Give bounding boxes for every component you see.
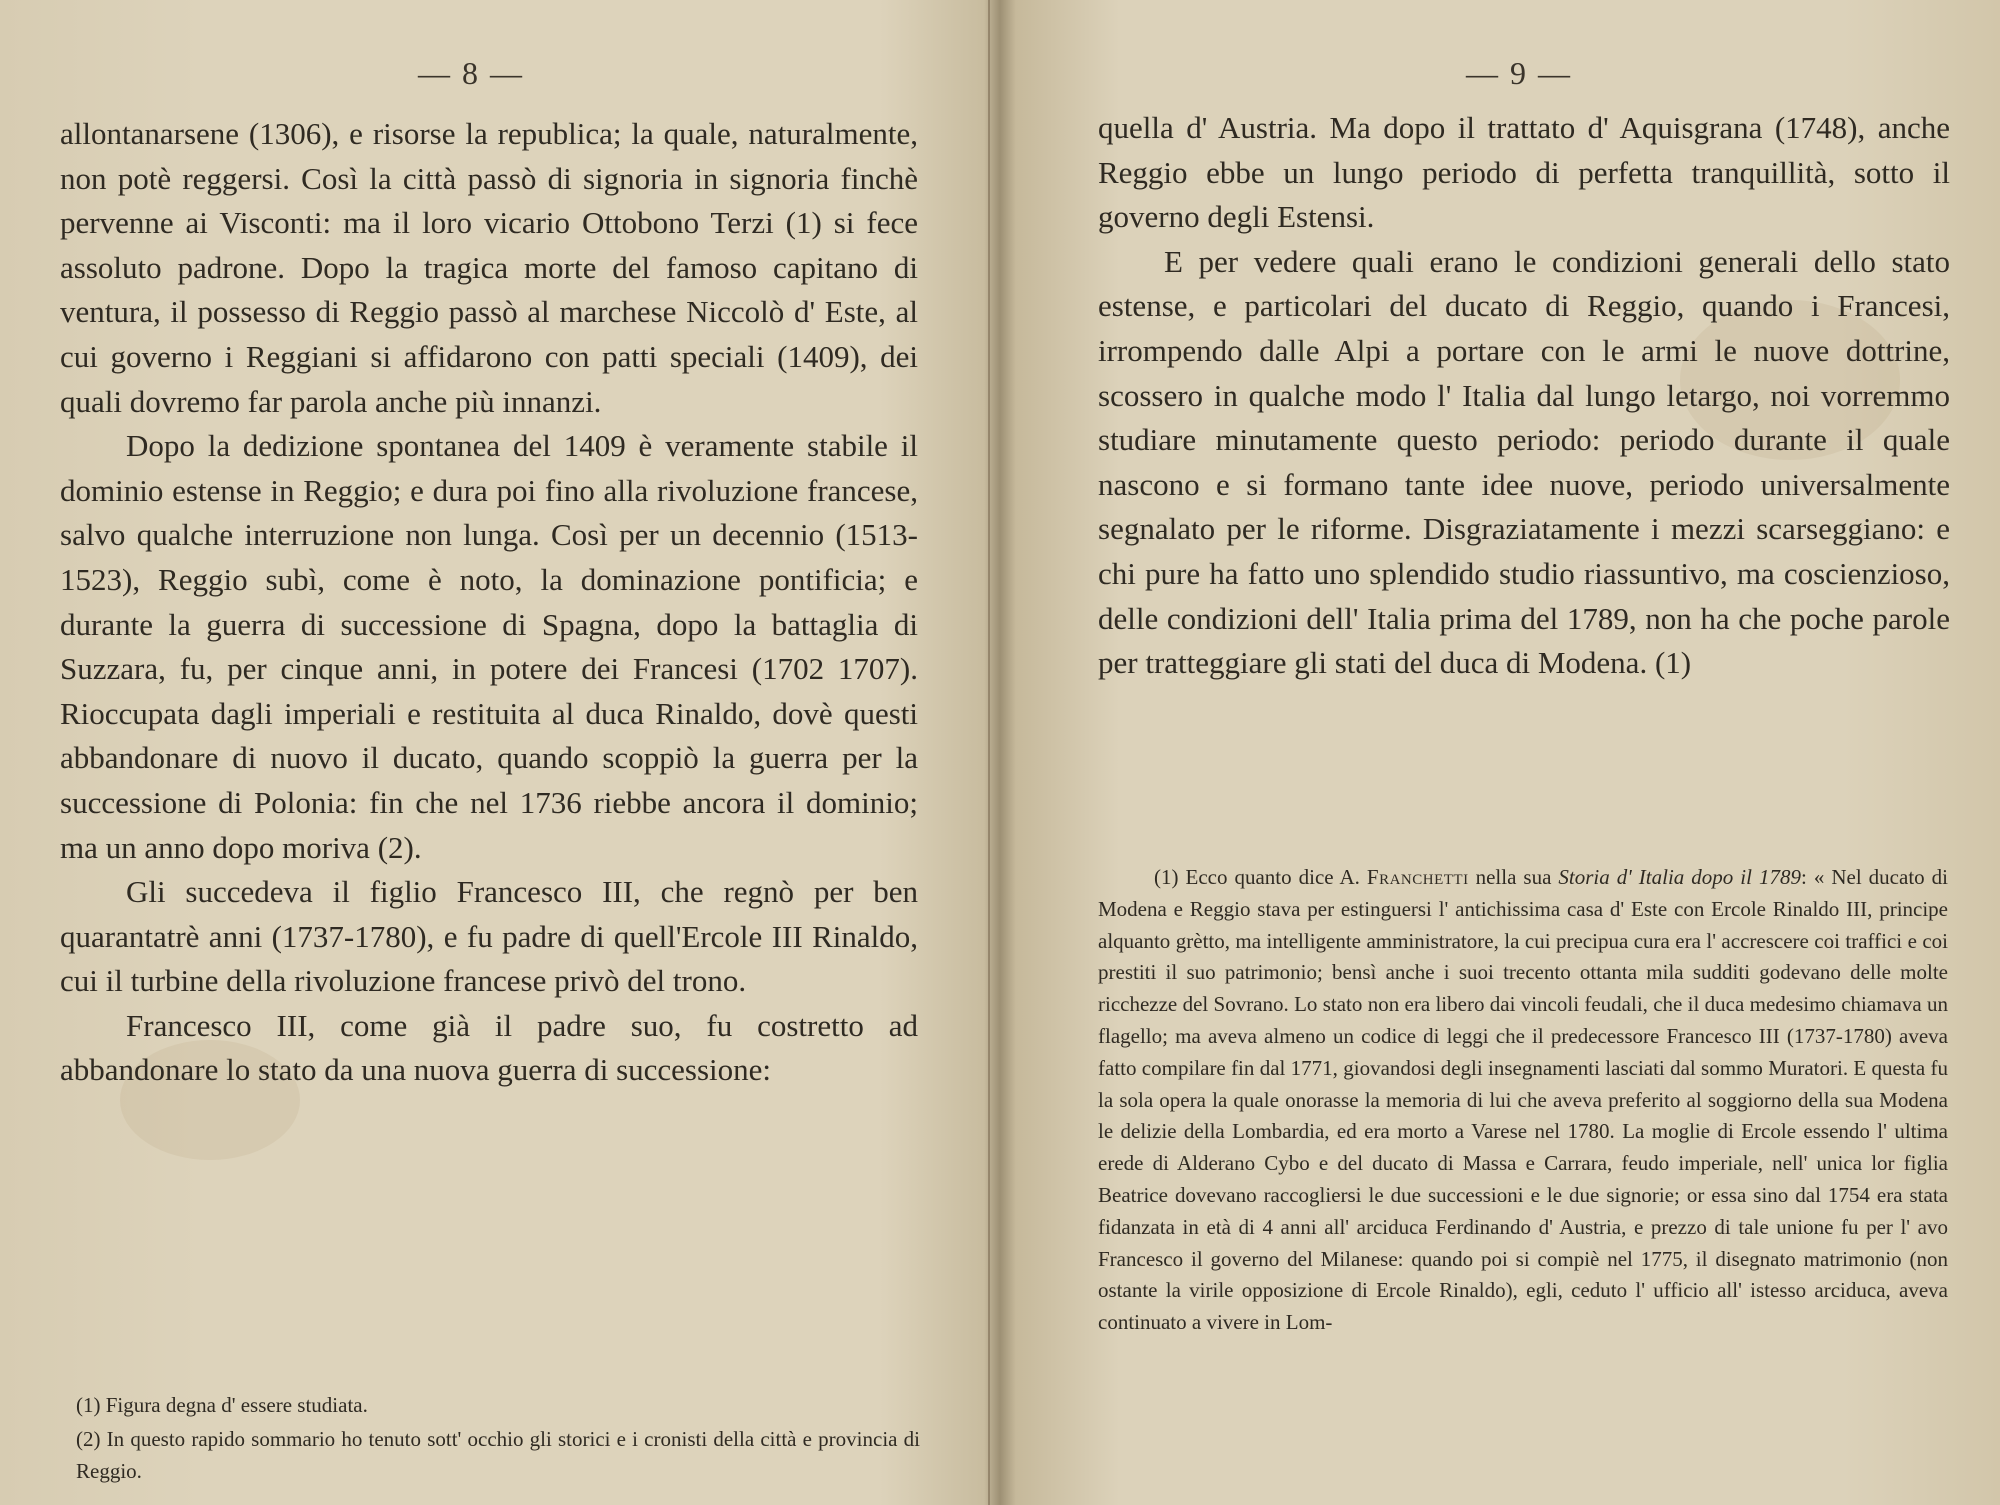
left-body-text (60, 112, 918, 1093)
paragraph: Francesco III, come già il padre suo, fu costretto ad abbandonare lo stato da una nuova guerra di successione: (60, 1007, 918, 1088)
right-footnotes (1098, 862, 1948, 1341)
left-page (0, 0, 990, 1505)
page-number-right: — 9 — (1466, 55, 1572, 91)
footnote-author: Franchetti (1366, 865, 1469, 889)
paragraph: allontanarsene (1306), e risorse la republica; la quale, naturalmente, non potè reggersi. Così la città passò di signoria in signoria finchè pervenne ai Visconti: ma il loro vicario Ottobono Terzi (1) si fece assoluto padrone. Dopo la tragica morte del famoso capitano di ventura, il possesso di Reggio passò al marchese Niccolò d' Este, al cui governo i Reggiani si affidarono con patti speciali (1409), dei quali dovremo far parola anche più innanzi. (60, 116, 918, 419)
paragraph: Gli succedeva il figlio Francesco III, che regnò per ben quarantatrè anni (1737-1780), e fu padre di quell'Ercole III Rinaldo, cui il turbine della rivoluzione francese privò del trono. (60, 874, 918, 999)
page-number-left: — 8 — (418, 55, 524, 91)
footnote (1098, 862, 1948, 1339)
right-body-text (1098, 106, 1950, 686)
footnote-mid: nella sua (1468, 865, 1559, 889)
footnote: (1) Figura degna d' essere studiata. (76, 1393, 368, 1417)
paragraph: quella d' Austria. Ma dopo il trattato d' Aquisgrana (1748), anche Reggio ebbe un lungo periodo di perfetta tranquillità, sotto il governo degli Estensi. (1098, 110, 1950, 235)
footnote-body: : « Nel ducato di Modena e Reggio stava per estinguersi l' antichissima casa d' Este con Ercole Rinaldo III, principe alquanto grètto, ma intelligente amministratore, la cui precipua cura era l' accrescere coi traffici e coi prestiti il suo patrimonio; bensì anche i suoi trecento ottanta mila sudditi godevano delle molte ricchezze del Sovrano. Lo stato non era libero dai vincoli feudali, che il duca medesimo chiamava un flagello; ma aveva almeno un codice di leggi che il predecessore Francesco III (1737-1780) aveva fatto compilare fin dal 1771, giovandosi degli insegnamenti lasciati dal sommo Muratori. E questa fu la sola opera la quale onorasse la memoria di lui che aveva preferito al soggiorno della sua Modena le delizie della Lombardia, ed era morto a Varese nel 1780. La moglie di Ercole essendo l' ultima erede di Alderano Cybo e del ducato di Massa e Carrara, feudo imperiale, nell' unica lor figlia Beatrice dovevano raccogliersi le due successioni e le due signorie; or essa sino dal 1754 era stata fidanzata in età di 4 anni all' arciduca Ferdinando d' Austria, e prezzo di tale unione fu per l' avo Francesco il governo del Milanese: quando poi si compiè nel 1775, il disegnato matrimonio (non ostante la virile opposizione di Ercole Rinaldo), egli, ceduto l' ufficio all' istesso arciduca, aveva continuato a vivere in Lom- (1098, 865, 1948, 1335)
paragraph: E per vedere quali erano le condizioni generali dello stato estense, e particolari del ducato di Reggio, quando i Francesi, irrompendo dalle Alpi a portare con le armi le nuove dottrine, scossero in qualche modo l' Italia dal lungo letargo, noi vorremmo studiare minutamente questo periodo: periodo durante il quale nascono e si formano tante idee nuove, periodo universalmente segnalato per le riforme. Disgraziatamente i mezzi scarseggiano: e chi pure ha fatto uno splendido studio riassuntivo, ma coscienzioso, delle condizioni dell' Italia prima del 1789, non ha che poche parole per tratteggiare gli stati del duca di Modena. (1) (1098, 243, 1950, 681)
footnote-lead: (1) Ecco quanto dice A. (1154, 865, 1367, 889)
right-page (1010, 0, 2000, 1505)
left-footnotes (76, 1390, 920, 1489)
footnote-book-title: Storia d' Italia dopo il 1789 (1558, 865, 1801, 889)
footnote: (2) In questo rapido sommario ho tenuto sott' occhio gli storici e i cronisti della città e provincia di Reggio. (76, 1426, 920, 1483)
paragraph: Dopo la dedizione spontanea del 1409 è veramente stabile il dominio estense in Reggio; e dura poi fino alla rivoluzione francese, salvo qualche interruzione non lunga. Così per un decennio (1513-1523), Reggio subì, come è noto, la dominazione pontificia; e durante la guerra di successione di Spagna, dopo la battaglia di Suzzara, fu, per cinque anni, in potere dei Francesi (1702 1707). Rioccupata dagli imperiali e restituita al duca Rinaldo, dovè questi abbandonare di nuovo il ducato, quando scoppiò la guerra per la successione di Polonia: fin che nel 1736 riebbe ancora il dominio; ma un anno dopo moriva (2). (60, 428, 918, 865)
